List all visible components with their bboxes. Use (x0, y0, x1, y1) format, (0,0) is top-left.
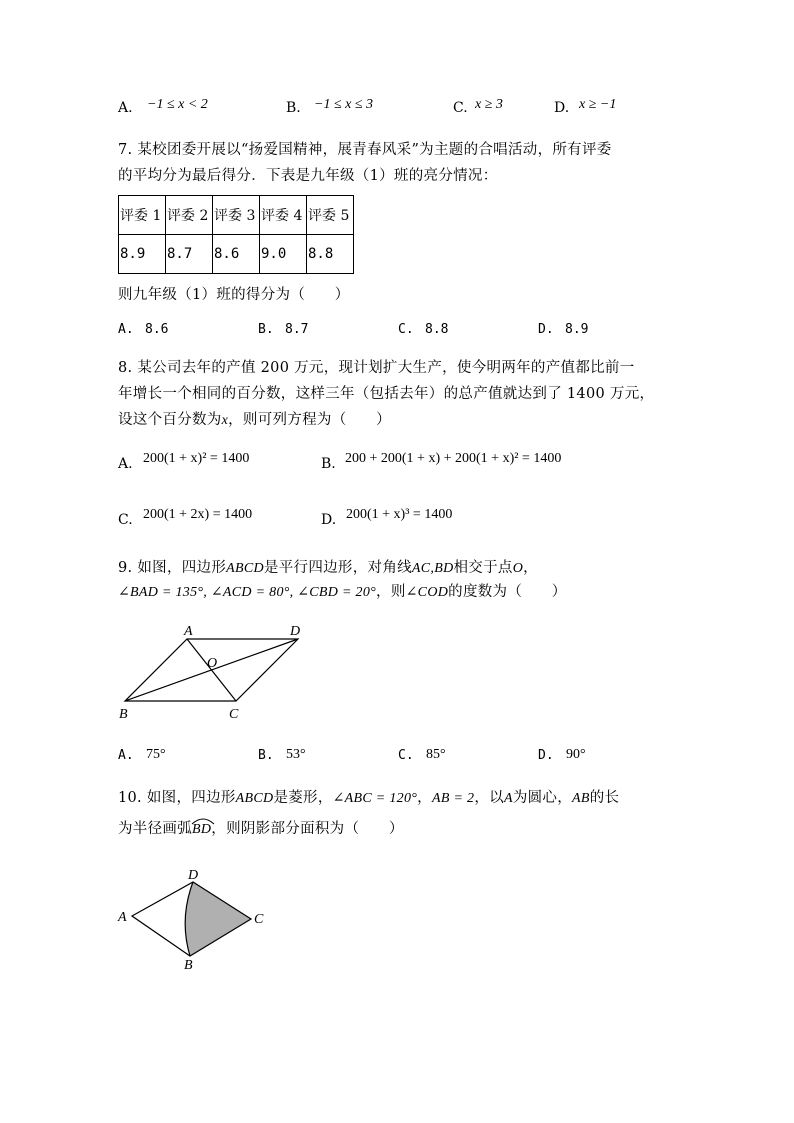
table-row (119, 196, 354, 235)
q9-stem-text: ， (523, 560, 538, 576)
q10-arc-label: BD (192, 822, 212, 837)
q10-stem-text: ，则阴影部分面积为（ ） (211, 821, 404, 837)
vertex-a-label: A (184, 624, 193, 639)
q10-math: AB = 2 (431, 791, 475, 806)
q7-option-c: 8.8 (425, 322, 449, 337)
q9-stem-text: 相交于点 (453, 560, 513, 576)
point-o-label: O (207, 656, 218, 671)
q10-rhombus-figure (115, 865, 275, 970)
q7-option-b: 8.7 (285, 322, 309, 337)
q7-option-c-letter: C. (398, 322, 414, 337)
q7-option-d: 8.9 (565, 322, 589, 337)
q8-option-b-letter: B. (321, 456, 336, 472)
q8-stem-line1: 8. 某公司去年的产值 200 万元，现计划扩大生产，使今明两年的产值都比前一 (118, 360, 635, 376)
q6-option-b-letter: B. (286, 100, 301, 116)
q10-stem-text: ， (417, 790, 432, 806)
vertex-a-label: A (118, 910, 127, 925)
q9-option-d: 90° (566, 747, 586, 762)
q9-stem-text: 是平行四边形，对角线 (263, 560, 412, 576)
vertex-d-label: D (290, 624, 301, 639)
q9-math: AC,BD (411, 561, 454, 576)
table-cell: 8.9 (119, 235, 166, 274)
q8-variable: x (221, 413, 229, 428)
q9-parallelogram-figure (110, 620, 320, 725)
q8-stem-text: ，则可列方程为（ ） (228, 412, 391, 428)
q7-option-d-letter: D. (538, 322, 554, 337)
q7-option-a-letter: A. (118, 322, 134, 337)
vertex-b-label: B (184, 958, 193, 970)
q10-arc-bd (192, 822, 211, 838)
q10-math: ABCD (235, 791, 274, 806)
q7-stem-line2: 的平均分为最后得分．下表是九年级（1）班的亮分情况： (118, 168, 498, 184)
q7-option-a: 8.6 (145, 322, 169, 337)
table-cell: 8.7 (166, 235, 213, 274)
q9-stem-text: ，则 (376, 584, 406, 600)
q10-stem-text: 的长 (589, 790, 620, 806)
q7-after-table: 则九年级（1）班的得分为（ ） (118, 287, 350, 303)
q6-option-a-letter: A. (118, 100, 133, 116)
q7-stem-line1: 7. 某校团委开展以“扬爱国精神，展青春风采”为主题的合唱活动，所有评委 (118, 142, 612, 158)
vertex-d-label: D (188, 868, 199, 883)
q9-math: ∠BAD = 135°, ∠ACD = 80°, ∠CBD = 20° (118, 585, 377, 600)
q9-stem-line2 (118, 580, 567, 601)
q10-math: A (503, 791, 513, 806)
q9-stem-text: 的度数为（ ） (448, 584, 567, 600)
q8-stem-text: 设这个百分数为 (118, 412, 222, 428)
q10-stem-text: ，以 (474, 790, 504, 806)
table-row (119, 235, 354, 274)
table-header-cell: 评委 2 (166, 196, 213, 235)
q6-option-d-letter: D. (554, 100, 570, 116)
q9-option-a-letter: A. (118, 748, 134, 763)
q8-option-a-letter: A. (118, 456, 133, 472)
q9-option-b-letter: B. (258, 748, 274, 763)
table-cell: 8.6 (213, 235, 260, 274)
q6-option-b-expr: −1 ≤ x ≤ 3 (314, 97, 374, 112)
q8-option-a-expr: 200(1 + x)² = 1400 (143, 451, 250, 466)
vertex-c-label: C (229, 707, 239, 722)
table-header-cell: 评委 1 (119, 196, 166, 235)
q6-option-c-expr: x ≥ 3 (475, 97, 503, 112)
q7-score-table (118, 195, 354, 274)
q9-option-b: 53° (286, 747, 306, 762)
q6-option-a-expr: −1 ≤ x < 2 (147, 97, 208, 112)
table-cell: 9.0 (260, 235, 307, 274)
shaded-region (185, 882, 251, 956)
q10-stem-line2 (118, 817, 404, 838)
q9-math: O (512, 561, 524, 576)
table-header-cell: 评委 3 (213, 196, 260, 235)
q10-stem-text: 为半径画弧 (118, 821, 192, 837)
table-header-cell: 评委 5 (307, 196, 354, 235)
q6-option-c-letter: C. (453, 100, 468, 116)
q8-option-b-expr: 200 + 200(1 + x) + 200(1 + x)² = 1400 (345, 451, 562, 466)
vertex-c-label: C (254, 912, 264, 927)
table-cell: 8.8 (307, 235, 354, 274)
q9-math: ∠COD (405, 585, 449, 600)
q10-math: AB (572, 791, 590, 806)
table-header-cell: 评委 4 (260, 196, 307, 235)
q8-option-c-letter: C. (118, 512, 133, 528)
q9-option-a: 75° (146, 747, 166, 762)
q8-stem-line2: 年增长一个相同的百分数，这样三年（包括去年）的总产值就达到了 1400 万元， (118, 386, 655, 402)
q8-option-d-expr: 200(1 + x)³ = 1400 (346, 507, 453, 522)
q9-option-c-letter: C. (398, 748, 414, 763)
arc-symbol-icon (190, 817, 216, 825)
vertex-b-label: B (119, 707, 128, 722)
q8-option-d-letter: D. (321, 512, 337, 528)
q7-option-b-letter: B. (258, 322, 274, 337)
q10-stem-text: 为圆心， (512, 790, 573, 806)
q9-math: ABCD (226, 561, 264, 576)
q10-stem-line1 (118, 786, 619, 807)
q9-stem-text: 9. 如图，四边形 (118, 560, 227, 576)
q9-stem-line1 (118, 556, 538, 577)
q10-stem-text: 10. 如图，四边形 (118, 790, 236, 806)
q6-option-d-expr: x ≥ −1 (579, 97, 617, 112)
q10-stem-text: 是菱形， (273, 790, 333, 806)
q10-math: ∠ABC = 120° (332, 791, 418, 806)
q8-option-c-expr: 200(1 + 2x) = 1400 (143, 507, 253, 522)
q9-option-c: 85° (426, 747, 446, 762)
q8-stem-line3 (118, 408, 391, 429)
q9-option-d-letter: D. (538, 748, 554, 763)
